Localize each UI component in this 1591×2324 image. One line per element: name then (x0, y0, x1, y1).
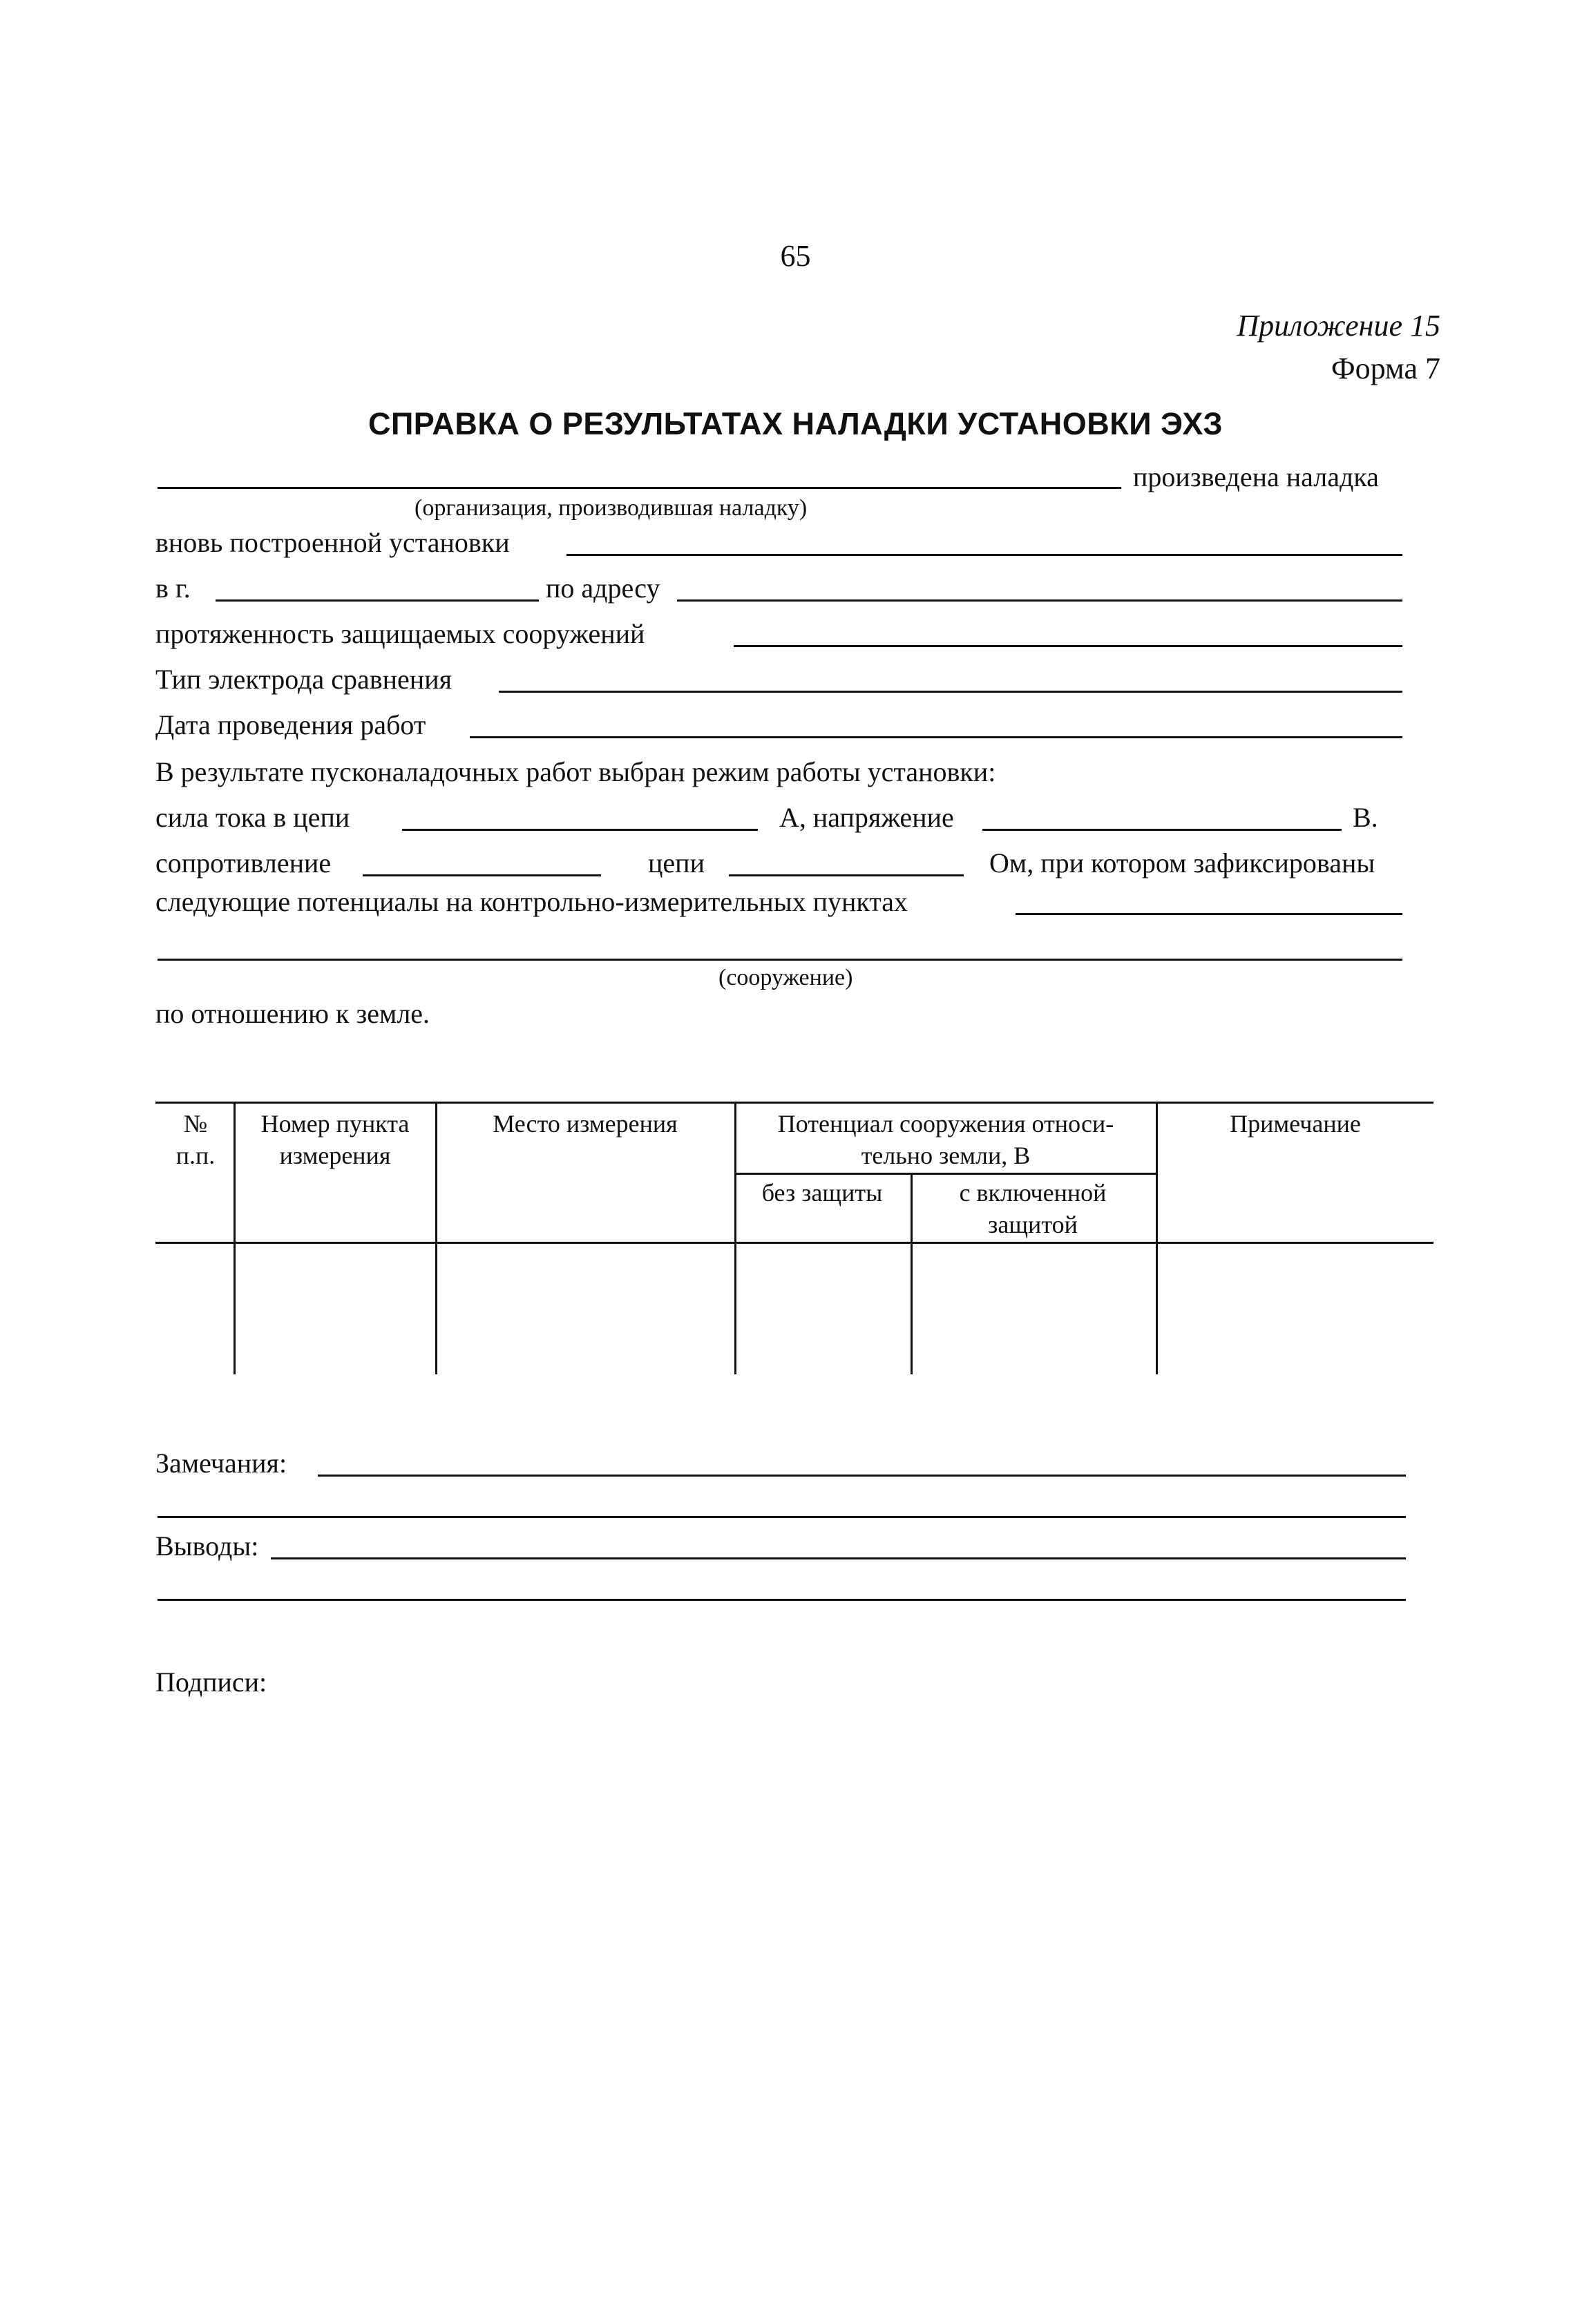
length-field[interactable] (734, 645, 1402, 647)
address-label: по адресу (546, 573, 660, 604)
city-label: в г. (155, 573, 191, 604)
signatures-label: Подписи: (155, 1667, 267, 1698)
document-title: СПРАВКА О РЕЗУЛЬТАТАХ НАЛАДКИ УСТАНОВКИ ЭХЗ (368, 406, 1223, 441)
conclusions-field-2[interactable] (158, 1599, 1406, 1601)
conclusions-field[interactable] (271, 1557, 1406, 1559)
header-no: № п.п. (175, 1110, 216, 1169)
header-with-protection: с включенной защитой (959, 1179, 1107, 1238)
new-install-field[interactable] (566, 554, 1402, 556)
conclusions-label: Выводы: (155, 1530, 259, 1562)
date-field[interactable] (470, 736, 1402, 738)
remarks-label: Замечания: (155, 1448, 287, 1479)
remarks-field[interactable] (318, 1475, 1406, 1477)
volt-unit: В. (1353, 802, 1378, 833)
ohm-text: Ом, при котором зафиксированы (989, 847, 1375, 878)
table-top-border (155, 1102, 1433, 1104)
electrode-field[interactable] (499, 691, 1402, 693)
potentials-label: следующие потенциалы на контрольно-измерительных пунктах (155, 886, 908, 917)
date-label: Дата проведения работ (155, 709, 426, 740)
electrode-label: Тип электрода сравнения (155, 664, 452, 695)
resistance-label: сопротивление (155, 847, 332, 878)
form-number: Форма 7 (1331, 352, 1440, 385)
current-field[interactable] (402, 829, 758, 831)
org-suffix-text: произведена наладка (1133, 461, 1379, 492)
circuit-field[interactable] (729, 874, 964, 876)
circuit-label: цепи (648, 847, 705, 878)
header-point-number: Номер пункта измерения (260, 1110, 410, 1169)
header-place: Место измерения (493, 1110, 678, 1137)
appendix-label: Приложение 15 (1237, 309, 1440, 343)
header-without-protection: без защиты (761, 1179, 883, 1207)
potentials-field[interactable] (1016, 913, 1402, 915)
remarks-field-2[interactable] (158, 1516, 1406, 1518)
org-caption: (организация, производившая наладку) (415, 495, 808, 521)
new-install-label: вновь построенной установки (155, 527, 510, 558)
organization-field[interactable] (158, 487, 1121, 489)
header-potential: Потенциал сооружения относи-тельно земли, В (777, 1110, 1114, 1169)
page-number: 65 (780, 239, 811, 273)
amp-voltage-label: А, напряжение (779, 802, 954, 833)
result-intro: В результате пусконаладочных работ выбран режим работы установки: (155, 756, 996, 787)
header-note: Примечание (1230, 1110, 1361, 1137)
length-label: протяженность защищаемых сооружений (155, 618, 645, 649)
relative-ground-text: по отношению к земле. (155, 998, 430, 1029)
table-subheader-border (734, 1173, 1156, 1175)
city-field[interactable] (216, 599, 539, 602)
resistance-field[interactable] (363, 874, 601, 876)
current-label: сила тока в цепи (155, 802, 350, 833)
table-row[interactable] (155, 1244, 1433, 1374)
structure-caption: (сооружение) (718, 965, 853, 990)
structure-field[interactable] (158, 959, 1402, 961)
voltage-field[interactable] (982, 829, 1342, 831)
address-field[interactable] (677, 599, 1402, 602)
